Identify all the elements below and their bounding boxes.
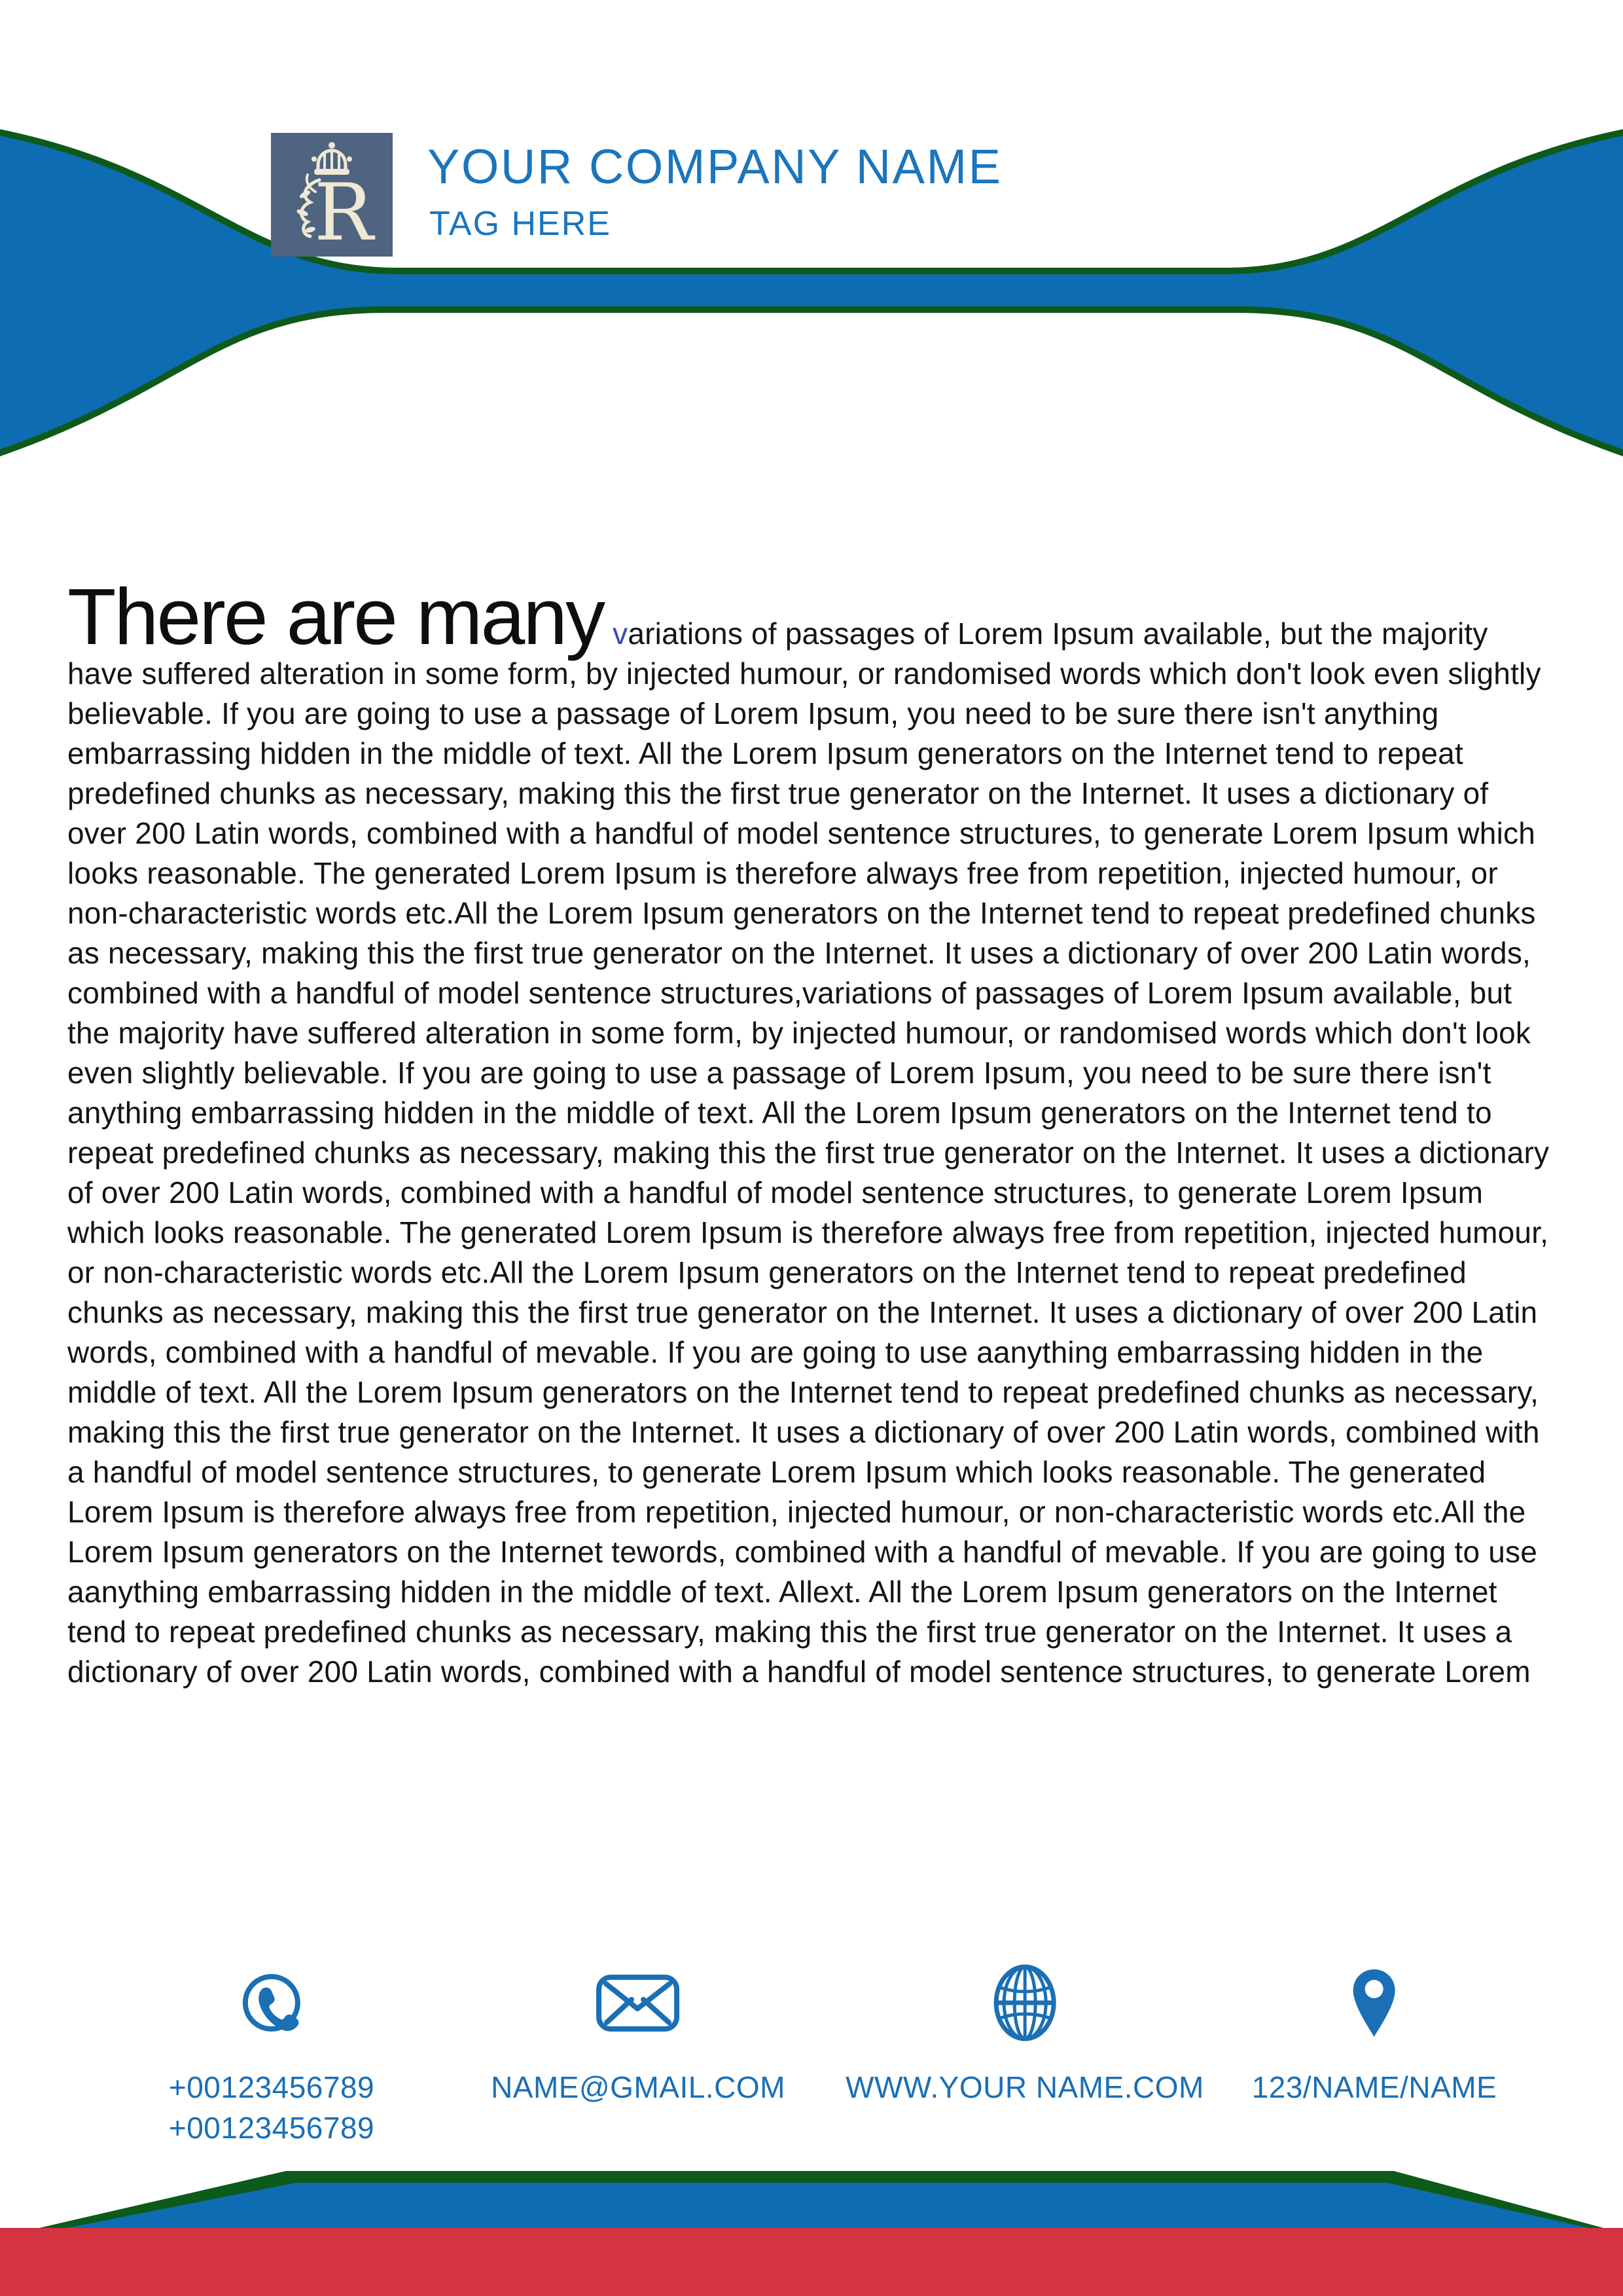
footer-wave-shape: [0, 2160, 1623, 2296]
mail-icon: [596, 1974, 681, 2032]
footer-wave-fill: [67, 2183, 1589, 2228]
logo-letter: R: [314, 168, 374, 257]
phone-number-1: +00123456789: [168, 2070, 375, 2104]
paragraph-text: ariations of passages of Lorem Ipsum available, but the majority have suffered alteration in some form, by injected humour, or randomised words which don't look even slightly believable. If you are going to use a passage of Lorem Ipsum, you need to be sure there isn't anything embarrassing hidden in the middle of text. All the Lorem Ipsum generators on the Internet tend to repeat predefined chunks as necessary, making this the first true generator on the Internet. It uses a dictionary of over 200 Latin words, combined with a handful of model sentence structures, to generate Lorem Ipsum which looks reasonable. The generated Lorem Ipsum is therefore always free from repetition, injected humour, or non-characteristic words etc.All the Lorem Ipsum generators on the Internet tend to repeat predefined chunks as necessary, making this the first true generator on the Internet. It uses a dictionary of over 200 Latin words, combined with a handful of model sentence structures,variations of passages of Lorem Ipsum available, but the majority have suffered alteration in some form, by injected humour, or randomised words which don't look even slightly believable. If you are going to use a passage of Lorem Ipsum, you need to be sure there isn't anything embarrassing hidden in the middle of text. All the Lorem Ipsum generators on the Internet tend to repeat predefined chunks as necessary, making this the first true generator on the Internet. It uses a dictionary of over 200 Latin words, combined with a handful of model sentence structures, to generate Lorem Ipsum which looks reasonable. The generated Lorem Ipsum is therefore always free from repetition, injected humour, or non-characteristic words etc.All the Lorem Ipsum generators on the Internet tend to repeat predefined chunks as necessary, making this the first true generator on the Internet. It uses a dictionary of over 200 Latin words, combined with a handful of mevable. If you are going to use aanything embarrassing hidden in the middle of text. All the Lorem Ipsum generators on the Internet tend to repeat predefined chunks as necessary, making this the first true generator on the Internet. It uses a dictionary of over 200 Latin words, combined with a handful of model sentence structures, to generate Lorem Ipsum which looks reasonable. The generated Lorem Ipsum is therefore always free from repetition, injected humour, or non-characteristic words etc.All the Lorem Ipsum generators on the Internet tewords, combined with a handful of mevable. If you are going to use aanything embarrassing hidden in the middle of text. Allext. All the Lorem Ipsum generators on the Internet tend to repeat predefined chunks as necessary, making this the first true generator on the Internet. It uses a dictionary of over 200 Latin words, combined with a handful of model sentence structures, to generate Lorem: [67, 617, 1550, 1689]
email-address: NAME@GMAIL.COM: [491, 2070, 785, 2104]
contact-website: [846, 1965, 1204, 2108]
address-text: 123/NAME/NAME: [1251, 2070, 1497, 2104]
company-tagline: TAG HERE: [429, 205, 611, 243]
contact-address: [1252, 1965, 1497, 2108]
pin-icon: [1349, 1966, 1399, 2039]
header-wave-shape: [0, 0, 1623, 589]
phone-number-2: +00123456789: [168, 2111, 375, 2145]
phone-icon: [241, 1972, 302, 2034]
body-paragraph: [67, 572, 1554, 1692]
lead-text: There are many: [67, 572, 604, 661]
website-url: WWW.YOUR NAME.COM: [846, 2070, 1204, 2104]
contact-email: [491, 1965, 785, 2108]
contact-phone: [169, 1965, 374, 2148]
company-name: YOUR COMPANY NAME: [427, 139, 1003, 194]
first-letter: v: [613, 617, 628, 651]
company-logo: [271, 133, 393, 257]
footer-red-bar: [0, 2228, 1623, 2296]
logo-monogram-r-icon: [271, 133, 393, 257]
globe-icon: [992, 1964, 1058, 2042]
